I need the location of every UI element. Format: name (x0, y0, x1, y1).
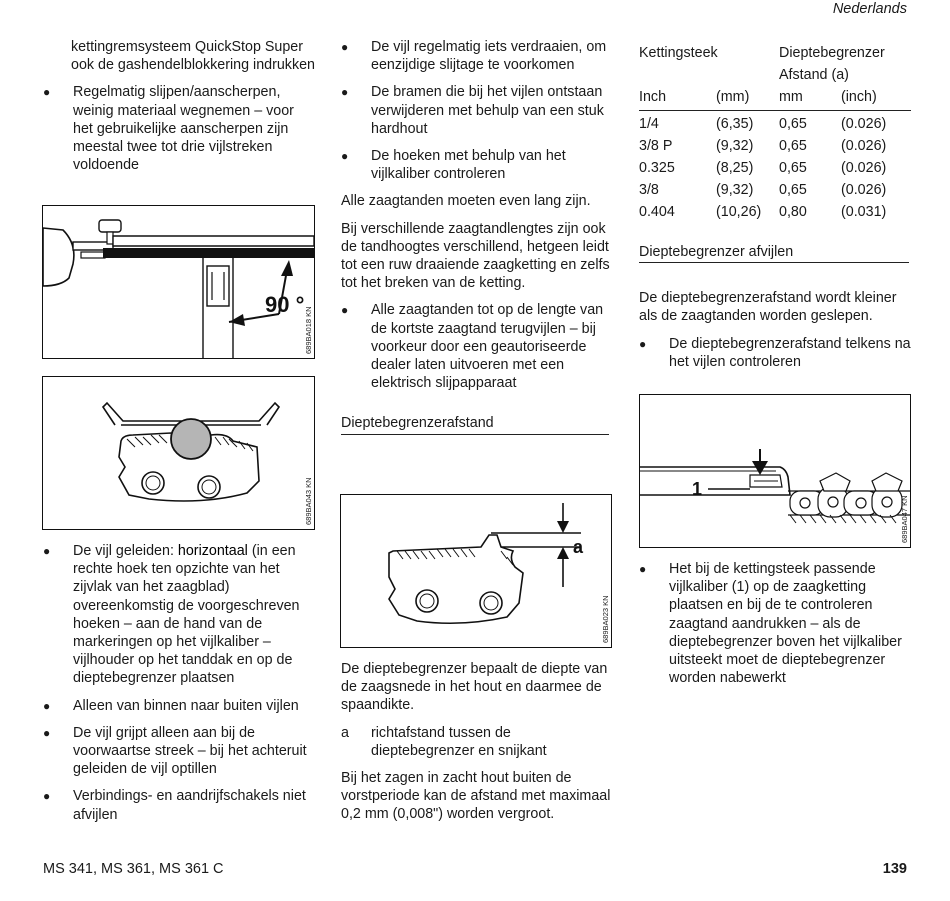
col2-bullet-1: ● De vijl regelmatig iets verdraaien, om eenzijdige slijtage te voorkomen (341, 38, 613, 74)
table-unit: (inch) (841, 89, 877, 105)
language-label: Nederlands (832, 1, 907, 17)
table-cell: 0.325 (639, 160, 675, 176)
table-cell: 0.404 (639, 204, 675, 220)
figure-gauge-on-chain (639, 394, 911, 548)
table-cell: (0.026) (841, 138, 887, 154)
angle-label: 90 ° (265, 292, 305, 317)
table-cell: 0,80 (779, 204, 807, 220)
callout-1: 1 (692, 479, 703, 499)
table-cell: 0,65 (779, 138, 807, 154)
bullet-2-text-b: (in een rechte hoek ten opzichte van het zijvlak van het zaagblad) overeenkomstig de voorgeschreven hoeken – aan de hand van de markeringen op het vijlkaliber – vijlhouder op het tanddak en op de dieptebegrenzer plaatsen (73, 543, 300, 687)
file-tooth-drawing (43, 377, 314, 529)
table-cell: 0,65 (779, 182, 807, 198)
column-3-lower (639, 560, 911, 687)
table-cell: (0.026) (841, 116, 887, 132)
col2-para-1: Alle zaagtanden moeten even lang zijn. (341, 193, 591, 210)
gauge-chain-drawing (640, 395, 910, 547)
table-cell: 3/8 (639, 182, 659, 198)
col3-bullet-2: ● Het bij de kettingsteek passende vijlkaliber (1) op de zaagketting plaatsen en bij de te controleren zaagtand aandrukken – als de dieptebegrenzer boven het vijlkaliber uitsteekt moet de dieptebegrenzer worden nabewerkt (639, 560, 911, 687)
table-row (639, 159, 911, 181)
legend-text: richtafstand tussen de dieptebegrenzer en snijkant (371, 724, 547, 759)
table-cell: (6,35) (716, 116, 754, 132)
col2-para-3: De dieptebegrenzer bepaalt de diepte van de zaagsnede in het hout en daarmee de spaandikte. (341, 661, 608, 714)
legend-item-a (341, 724, 613, 760)
table-cell: (0.026) (841, 160, 887, 176)
table-row (639, 181, 911, 203)
table-cell: (9,32) (716, 182, 754, 198)
col1-bullet-2 (43, 542, 315, 688)
depth-gauge-table (639, 44, 911, 225)
col2-para-2: Bij verschillende zaagtandlengtes zijn ook de tandhoogtes verschillend, hetgeen leidt tot een ruw draaiende zaagketting en zelfs tot het breken van de ketting. (341, 220, 610, 292)
column-1 (43, 38, 315, 174)
table-header-pitch: Kettingsteek (639, 45, 718, 61)
file-holder-drawing (43, 206, 314, 358)
table-row (639, 203, 911, 225)
section-heading-depth-gauge: Dieptebegrenzerafstand (341, 414, 609, 434)
bullet-2-emphasis: horizontaal (177, 543, 248, 559)
figure-code: 689BA018 KN (304, 306, 313, 354)
table-cell: (0.026) (841, 182, 887, 198)
col1-bullet-4: ● De vijl grijpt alleen aan bij de voorwaartse streek – bij het achteruit geleiden de vijl optillen (43, 724, 315, 779)
col3-para-1: De dieptebegrenzerafstand wordt kleiner als de zaagtanden worden geslepen. (639, 290, 897, 325)
page-number: 139 (882, 861, 907, 877)
figure-file-on-tooth (42, 376, 315, 530)
col2-bullet-3: ● De hoeken met behulp van het vijlkaliber controleren (341, 147, 613, 183)
col3-bullet-1: ● De dieptebegrenzerafstand telkens na het vijlen controleren (639, 335, 911, 371)
figure-code: 689BA023 KN (601, 595, 610, 643)
table-cell: (8,25) (716, 160, 754, 176)
table-cell: (0.031) (841, 204, 887, 220)
figure-code: 689BA043 KN (304, 477, 313, 525)
table-cell: 0,65 (779, 116, 807, 132)
table-cell: 0,65 (779, 160, 807, 176)
col2-para-4: Bij het zagen in zacht hout buiten de vorstperiode kan de afstand met maximaal 0,2 mm (0,008") worden vergroot. (341, 770, 611, 823)
table-cell: 1/4 (639, 116, 659, 132)
figure-file-holder-angle (42, 205, 315, 359)
table-cell: (10,26) (716, 204, 762, 220)
bullet-2-text-a: De vijl geleiden: (73, 543, 178, 559)
table-row (639, 137, 911, 159)
col1-bullet-5: ● Verbindings- en aandrijfschakels niet afvijlen (43, 787, 315, 823)
figure-code: 689BA047 KN (900, 495, 909, 543)
col2-bullet-4: ● Alle zaagtanden tot op de lengte van de kortste zaagtand terugvijlen – bij voorkeur door een geautoriseerde dealer laten uitvoeren met een elektrisch slijpapparaat (341, 301, 613, 392)
table-cell: (9,32) (716, 138, 754, 154)
col1-bullet-1: ● Regelmatig slijpen/aanscherpen, weinig materiaal wegnemen – voor het gebruikelijke aanscherpen zijn meestal twee tot drie vijlstreken voldoende (43, 83, 315, 174)
col1-intro: kettingremsysteem QuickStop Super ook de gashendelblokkering indrukken (71, 39, 316, 74)
table-cell: 3/8 P (639, 138, 673, 154)
column-3 (639, 44, 911, 371)
col2-bullet-2: ● De bramen die bij het vijlen ontstaan verwijderen met behulp van een stuk hardhout (341, 83, 613, 138)
table-header-depth: Dieptebegrenzer (779, 45, 885, 61)
distance-label-a: a (573, 537, 584, 557)
section-heading-filing-depth-gauge: Dieptebegrenzer afvijlen (639, 243, 909, 263)
column-1-lower (43, 542, 315, 824)
figure-depth-gauge-distance (340, 494, 612, 648)
table-unit: mm (779, 89, 803, 105)
table-row (639, 111, 911, 138)
col1-bullet-3: ● Alleen van binnen naar buiten vijlen (43, 697, 315, 715)
legend-key: a (341, 724, 349, 741)
column-2-lower (341, 660, 613, 824)
table-units-row (639, 88, 911, 111)
table-unit: (mm) (716, 89, 750, 105)
table-header-distance: Afstand (a) (779, 67, 849, 83)
footer-models: MS 341, MS 361, MS 361 C (43, 861, 224, 877)
depth-gauge-drawing (341, 495, 611, 647)
column-2 (341, 38, 613, 435)
table-unit: Inch (639, 89, 667, 105)
